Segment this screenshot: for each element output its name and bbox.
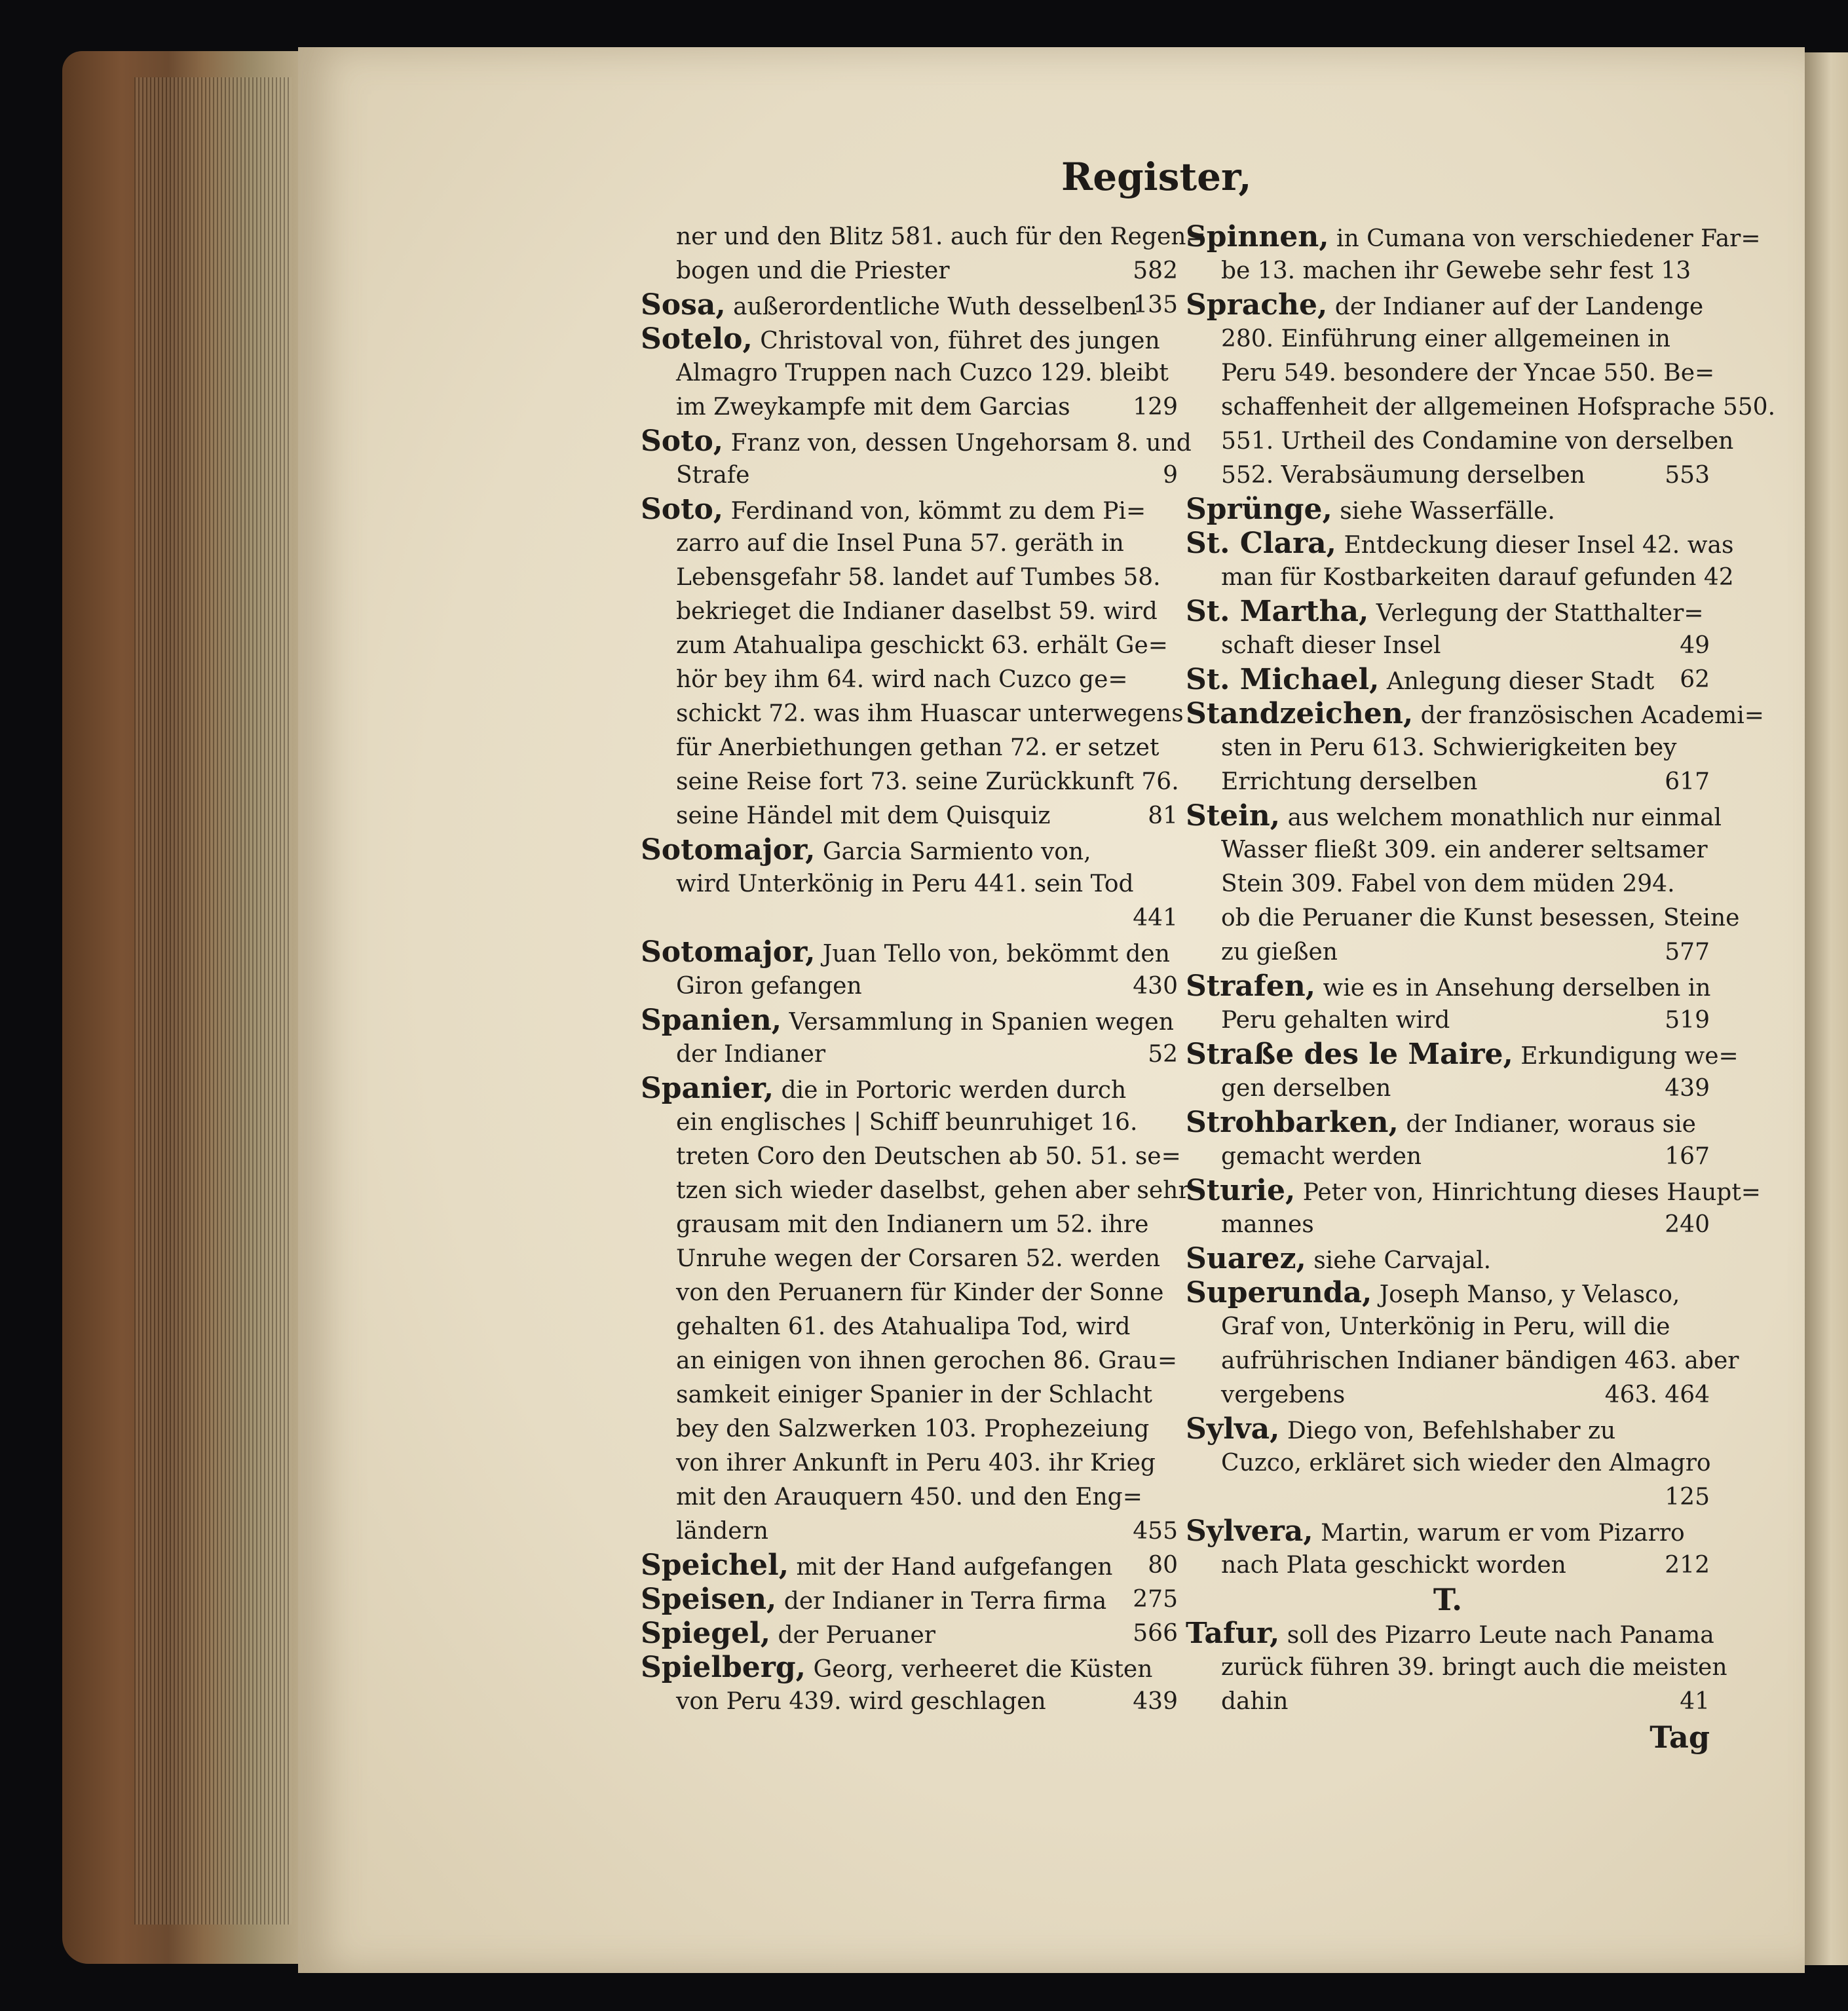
- entry-headword: Sturie,: [1186, 1174, 1296, 1207]
- facing-page-edge: [1805, 52, 1848, 1965]
- entry-text: Ferdinand von, kömmt zu dem Pi=: [723, 498, 1146, 525]
- register-line: [1186, 867, 1710, 901]
- register-line: [641, 288, 1178, 322]
- register-line: [641, 1583, 1178, 1617]
- register-line: [1186, 1276, 1710, 1310]
- register-line: [641, 1276, 1178, 1310]
- entry-text: ob die Peruaner die Kunst besessen, Steine: [1221, 905, 1740, 931]
- entry-text: mit den Arauquern 450. und den Eng=: [676, 1484, 1142, 1511]
- register-line: [1186, 459, 1710, 493]
- register-line: [641, 1140, 1181, 1174]
- entry-headword: Sprache,: [1186, 288, 1328, 322]
- register-line: [641, 561, 1178, 595]
- entry-text: Christoval von, führet des jungen: [752, 328, 1160, 354]
- register-line: [641, 1685, 1178, 1719]
- entry-text: zurück führen 39. bringt auch die meisten: [1221, 1654, 1727, 1681]
- entry-text: Almagro Truppen nach Cuzco 129. bleibt: [676, 360, 1169, 386]
- entry-headword: Speisen,: [641, 1583, 777, 1616]
- register-line: [1186, 1480, 1710, 1514]
- entry-text: schaft dieser Insel: [1221, 632, 1441, 659]
- entry-text: mannes: [1221, 1211, 1314, 1238]
- page-reference: 81: [1148, 802, 1178, 829]
- entry-headword: Sprünge,: [1186, 493, 1332, 526]
- register-line: [641, 833, 1178, 867]
- entry-headword: Stein,: [1186, 799, 1281, 833]
- entry-text: tzen sich wieder daselbst, gehen aber sehr: [676, 1177, 1190, 1204]
- register-line: [1186, 1242, 1710, 1276]
- entry-text: Graf von, Unterkönig in Peru, will die: [1221, 1313, 1670, 1340]
- entry-text: soll des Pizarro Leute nach Panama: [1279, 1622, 1714, 1649]
- entry-text: zu gießen: [1221, 939, 1338, 966]
- register-line: [641, 1378, 1178, 1412]
- register-line: [1186, 493, 1710, 527]
- register-line: [641, 663, 1178, 697]
- register-line: [1186, 731, 1710, 765]
- entry-headword: Sotelo,: [641, 322, 753, 356]
- book-page-edges: [62, 51, 298, 1964]
- entry-text: Stein 309. Fabel von dem müden 294.: [1221, 871, 1675, 897]
- page-header: Register,: [1061, 155, 1252, 199]
- entry-text: im Zweykampfe mit dem Garcias: [676, 394, 1070, 421]
- entry-text: Erkundigung we=: [1513, 1043, 1739, 1070]
- entry-text: zarro auf die Insel Puna 57. geräth in: [676, 530, 1124, 557]
- entry-text: an einigen von ihnen gerochen 86. Grau=: [676, 1347, 1178, 1374]
- register-line: [641, 1514, 1178, 1549]
- entry-headword: Strafen,: [1186, 969, 1316, 1003]
- register-line: [641, 1106, 1178, 1140]
- register-line: [1186, 1072, 1710, 1106]
- entry-text: nach Plata geschickt worden: [1221, 1552, 1566, 1579]
- register-line: [641, 459, 1178, 493]
- register-line: [641, 1310, 1178, 1344]
- register-line: [1186, 901, 1740, 935]
- entry-text: aufrührischen Indianer bändigen 463. aber: [1221, 1347, 1739, 1374]
- entry-text: schaffenheit der allgemeinen Hofsprache 550.: [1221, 394, 1776, 421]
- entry-text: Diego von, Befehlshaber zu: [1279, 1418, 1616, 1444]
- page-reference: 441: [1133, 905, 1178, 931]
- register-line: [1186, 1208, 1710, 1242]
- page-reference: 212: [1665, 1552, 1710, 1579]
- register-line: [641, 867, 1178, 901]
- register-line: [1186, 1174, 1761, 1208]
- register-line: [1186, 220, 1761, 254]
- page-reference: 52: [1148, 1041, 1178, 1068]
- register-line: [641, 390, 1178, 424]
- register-line: [1186, 288, 1710, 322]
- entry-text: von den Peruanern für Kinder der Sonne: [676, 1279, 1164, 1306]
- entry-text: der Peruaner: [770, 1622, 935, 1649]
- page-reference: 519: [1665, 1007, 1710, 1034]
- register-line: [1186, 1140, 1710, 1174]
- register-line: [1186, 356, 1715, 390]
- entry-text: schickt 72. was ihm Huascar unterwegens: [676, 700, 1184, 727]
- entry-headword: Soto,: [641, 424, 724, 458]
- entry-text: wie es in Ansehung derselben in: [1315, 975, 1711, 1002]
- register-line: [1186, 663, 1710, 697]
- entry-text: bogen und die Priester: [676, 257, 950, 284]
- register-line: [641, 595, 1178, 629]
- page-reference: 129: [1133, 394, 1178, 421]
- entry-headword: Sotomajor,: [641, 833, 816, 867]
- register-line: [1186, 527, 1734, 561]
- page-reference: 135: [1133, 291, 1178, 318]
- entry-text: ner und den Blitz 581. auch für den Regen=: [676, 223, 1206, 250]
- right-column: [1186, 220, 1776, 1756]
- entry-text: sten in Peru 613. Schwierigkeiten bey: [1221, 734, 1677, 761]
- entry-text: Errichtung derselben: [1221, 768, 1478, 795]
- entry-text: 280. Einführung einer allgemeinen in: [1221, 326, 1670, 352]
- register-line: [641, 356, 1178, 390]
- entry-text: siehe Carvajal.: [1306, 1247, 1492, 1274]
- entry-text: be 13. machen ihr Gewebe sehr fest 13: [1221, 257, 1691, 284]
- entry-headword: Spinnen,: [1186, 220, 1329, 254]
- entry-text: Juan Tello von, bekömmt den: [815, 941, 1170, 968]
- register-line: [641, 1038, 1178, 1072]
- register-line: [1186, 799, 1722, 833]
- entry-text: Peru 549. besondere der Yncae 550. Be=: [1221, 360, 1715, 386]
- page-reference: 455: [1133, 1518, 1178, 1545]
- page-reference: 49: [1680, 632, 1710, 659]
- entry-text: grausam mit den Indianern um 52. ihre: [676, 1211, 1149, 1238]
- register-line: [1186, 1514, 1710, 1549]
- entry-headword: Straße des le Maire,: [1186, 1038, 1513, 1071]
- register-line: [641, 1208, 1178, 1242]
- entry-headword: Standzeichen,: [1186, 697, 1414, 730]
- register-line: [641, 731, 1178, 765]
- section-letter: T.: [1433, 1582, 1463, 1617]
- entry-headword: Speichel,: [641, 1549, 789, 1582]
- page-reference: 439: [1665, 1075, 1710, 1102]
- register-line: [641, 1446, 1178, 1480]
- entry-text: Versammlung in Spanien wegen: [782, 1009, 1174, 1036]
- entry-headword: Superunda,: [1186, 1276, 1372, 1309]
- register-line: [1186, 1004, 1710, 1038]
- entry-text: samkeit einiger Spanier in der Schlacht: [676, 1381, 1152, 1408]
- entry-headword: Sylva,: [1186, 1412, 1280, 1446]
- register-line: [641, 220, 1206, 254]
- register-line: [641, 1651, 1178, 1685]
- entry-headword: Spiegel,: [641, 1617, 771, 1650]
- entry-headword: Strohbarken,: [1186, 1106, 1399, 1139]
- entry-headword: St. Martha,: [1186, 595, 1369, 628]
- entry-text: Wasser fließt 309. ein anderer seltsamer: [1221, 836, 1708, 863]
- entry-text: Franz von, dessen Ungehorsam 8. und: [723, 430, 1192, 457]
- page-reference: 62: [1680, 666, 1710, 693]
- register-line: [641, 1344, 1178, 1378]
- register-line: [1186, 697, 1764, 731]
- register-line: [1186, 629, 1710, 663]
- entry-headword: Sylvera,: [1186, 1514, 1313, 1548]
- register-line: [1186, 1617, 1714, 1651]
- register-line: [1186, 390, 1776, 424]
- register-line: [1186, 1344, 1739, 1378]
- register-line: [641, 1174, 1190, 1208]
- register-line: [641, 969, 1178, 1004]
- entry-text: seine Reise fort 73. seine Zurückkunft 76.: [676, 768, 1179, 795]
- entry-text: gen derselben: [1221, 1075, 1391, 1102]
- entry-text: die in Portoric werden durch: [774, 1077, 1127, 1104]
- entry-headword: Suarez,: [1186, 1242, 1306, 1275]
- catchword: Tag: [1650, 1720, 1710, 1755]
- register-line: [1186, 1651, 1727, 1685]
- entry-text: Giron gefangen: [676, 973, 862, 1000]
- register-line: [641, 1004, 1178, 1038]
- register-line: [1186, 1412, 1710, 1446]
- register-line: [1186, 1685, 1710, 1719]
- register-line: [1186, 1549, 1710, 1583]
- page-reference: 463. 464: [1604, 1381, 1710, 1408]
- page-reference: 566: [1133, 1620, 1178, 1647]
- register-line: [1186, 833, 1710, 867]
- register-line: [1186, 1038, 1739, 1072]
- entry-headword: St. Michael,: [1186, 663, 1380, 696]
- entry-headword: Spanier,: [641, 1072, 774, 1105]
- register-line: [641, 1549, 1178, 1583]
- page-reference: 41: [1680, 1688, 1710, 1715]
- register-line: [1186, 935, 1710, 969]
- register-line: [1186, 1310, 1710, 1344]
- entry-text: bey den Salzwerken 103. Prophezeiung: [676, 1416, 1150, 1442]
- page-reference: 9: [1163, 462, 1178, 489]
- register-line: [641, 901, 1178, 935]
- page-reference: 577: [1665, 939, 1710, 966]
- entry-text: der französischen Academi=: [1413, 702, 1764, 729]
- page-reference: 125: [1665, 1484, 1710, 1511]
- entry-text: zum Atahualipa geschickt 63. erhält Ge=: [676, 632, 1168, 659]
- register-line: [641, 1242, 1178, 1276]
- entry-headword: Sotomajor,: [641, 935, 816, 969]
- entry-text: Cuzco, erkläret sich wieder den Almagro: [1221, 1450, 1711, 1476]
- entry-text: Strafe: [676, 462, 750, 489]
- entry-text: Anlegung dieser Stadt: [1379, 668, 1655, 695]
- entry-text: dahin: [1221, 1688, 1289, 1715]
- entry-text: Martin, warum er vom Pizarro: [1313, 1520, 1685, 1547]
- register-line: [641, 1412, 1178, 1446]
- entry-text: Peter von, Hinrichtung dieses Haupt=: [1295, 1179, 1761, 1206]
- entry-text: Peru gehalten wird: [1221, 1007, 1450, 1034]
- register-line: [1186, 1106, 1710, 1140]
- register-line: [641, 493, 1178, 527]
- register-line: [1186, 595, 1710, 629]
- register-line: [1186, 765, 1710, 799]
- entry-text: 551. Urtheil des Condamine von derselben: [1221, 428, 1734, 455]
- register-line: [641, 697, 1184, 731]
- entry-text: von ihrer Ankunft in Peru 403. ihr Krieg: [676, 1450, 1156, 1476]
- entry-text: Georg, verheeret die Küsten: [806, 1656, 1153, 1683]
- entry-text: der Indianer in Terra firma: [776, 1588, 1107, 1615]
- entry-text: Joseph Manso, y Velasco,: [1372, 1281, 1680, 1308]
- entry-text: Unruhe wegen der Corsaren 52. werden: [676, 1245, 1161, 1272]
- entry-text: ein englisches | Schiff beunruhiget 16.: [676, 1109, 1138, 1136]
- register-line: [1186, 424, 1734, 459]
- register-line: [641, 765, 1178, 799]
- entry-text: außerordentliche Wuth desselben: [725, 293, 1137, 320]
- register-line: [641, 254, 1178, 288]
- entry-text: bekrieget die Indianer daselbst 59. wird: [676, 598, 1158, 625]
- entry-text: von Peru 439. wird geschlagen: [676, 1688, 1046, 1715]
- page-reference: 80: [1148, 1552, 1178, 1579]
- page-reference: 240: [1665, 1211, 1710, 1238]
- entry-text: vergebens: [1221, 1381, 1346, 1408]
- entry-text: man für Kostbarkeiten darauf gefunden 42: [1221, 564, 1734, 591]
- entry-text: treten Coro den Deutschen ab 50. 51. se=: [676, 1143, 1181, 1170]
- entry-headword: Spielberg,: [641, 1651, 806, 1684]
- entry-text: für Anerbiethungen gethan 72. er setzet: [676, 734, 1160, 761]
- register-line: [1186, 254, 1710, 288]
- register-line: [1186, 969, 1710, 1004]
- entry-text: Entdeckung dieser Insel 42. was: [1336, 532, 1734, 559]
- entry-text: siehe Wasserfälle.: [1332, 498, 1555, 525]
- entry-headword: Sosa,: [641, 288, 726, 322]
- entry-text: gehalten 61. des Atahualipa Tod, wird: [676, 1313, 1131, 1340]
- entry-text: mit der Hand aufgefangen: [789, 1554, 1113, 1581]
- entry-text: gemacht werden: [1221, 1143, 1422, 1170]
- register-line: [641, 629, 1178, 663]
- entry-headword: Soto,: [641, 493, 724, 526]
- left-column: [641, 220, 1206, 1719]
- register-line: [1186, 1378, 1710, 1412]
- page-reference: 553: [1665, 462, 1710, 489]
- register-line: [641, 799, 1178, 833]
- entry-text: Verlegung der Statthalter=: [1368, 600, 1704, 627]
- register-line: [1186, 322, 1710, 356]
- register-line: [641, 1480, 1178, 1514]
- page-reference: 617: [1665, 768, 1710, 795]
- page-reference: 275: [1133, 1586, 1178, 1613]
- register-line: [1186, 561, 1734, 595]
- register-line: [641, 424, 1192, 459]
- entry-text: wird Unterkönig in Peru 441. sein Tod: [676, 871, 1134, 897]
- register-line: [641, 322, 1178, 356]
- entry-text: hör bey ihm 64. wird nach Cuzco ge=: [676, 666, 1128, 693]
- entry-text: der Indianer: [676, 1041, 826, 1068]
- register-line: [641, 1072, 1178, 1106]
- entry-text: seine Händel mit dem Quisquiz: [676, 802, 1051, 829]
- entry-headword: Spanien,: [641, 1004, 782, 1037]
- entry-text: in Cumana von verschiedener Far=: [1329, 225, 1761, 252]
- entry-text: aus welchem monathlich nur einmal: [1280, 804, 1722, 831]
- page-reference: 439: [1133, 1688, 1178, 1715]
- entry-headword: Tafur,: [1186, 1617, 1280, 1650]
- register-line: [641, 935, 1178, 969]
- page-reference: 582: [1133, 257, 1178, 284]
- register-line: [641, 1617, 1178, 1651]
- entry-text: Lebensgefahr 58. landet auf Tumbes 58.: [676, 564, 1161, 591]
- entry-text: der Indianer, woraus sie: [1398, 1111, 1696, 1138]
- entry-text: 552. Verabsäumung derselben: [1221, 462, 1585, 489]
- register-line: [641, 527, 1178, 561]
- entry-headword: St. Clara,: [1186, 527, 1336, 560]
- entry-text: Garcia Sarmiento von,: [815, 838, 1091, 865]
- entry-text: der Indianer auf der Landenge: [1327, 293, 1704, 320]
- page-reference: 167: [1665, 1143, 1710, 1170]
- entry-text: ländern: [676, 1518, 768, 1545]
- page-reference: 430: [1133, 973, 1178, 1000]
- register-line: [1186, 1446, 1710, 1480]
